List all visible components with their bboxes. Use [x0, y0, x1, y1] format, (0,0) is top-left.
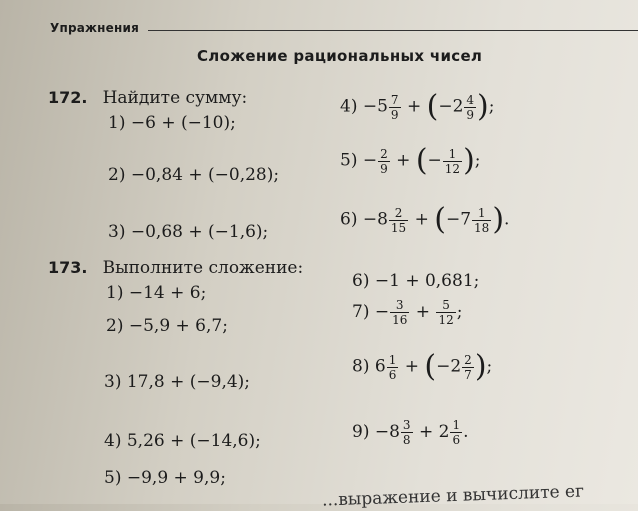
operator: +: [415, 302, 431, 322]
item-label: 7): [352, 302, 370, 322]
ex173-item-6: 6) −1 + 0,681;: [352, 271, 480, 291]
ex173-item-3: 3) 17,8 + (−9,4);: [104, 372, 251, 392]
mixed-whole: 6: [374, 356, 386, 377]
ex173-item-9: [352, 418, 469, 447]
right-paren: ): [474, 349, 487, 384]
fraction: $\frac{2}{15}$: [390, 205, 407, 235]
ex173-item-7: [352, 298, 462, 327]
ex173-item-4: 4) 5,26 + (−14,6);: [104, 431, 261, 451]
fraction: $\frac{2}{7}$: [464, 352, 472, 382]
terminator: ;: [474, 150, 481, 171]
fraction: $\frac{1}{12}$: [444, 146, 461, 176]
ex172-item-2: 2) −0,84 + (−0,28);: [108, 165, 280, 185]
left-paren: (: [415, 143, 428, 178]
exercise-172-number: 172.: [48, 88, 88, 107]
operator: +: [404, 356, 419, 377]
fraction: $\frac{1}{18}$: [474, 205, 490, 235]
right-paren: ): [492, 202, 505, 237]
fraction: $\frac{1}{6}$: [388, 352, 397, 382]
mixed-whole: −2: [438, 96, 464, 117]
mixed-whole: −8: [362, 209, 388, 230]
mixed-whole: −5: [362, 96, 388, 117]
left-paren: (: [434, 202, 446, 237]
cut-off-footer-text: ...выражение и вычислите ег: [321, 481, 585, 511]
ex172-item-4: [340, 89, 495, 124]
mixed-whole: −7: [445, 209, 472, 230]
terminator: ;: [486, 356, 493, 377]
item-label: 5): [340, 150, 358, 171]
item-label: 9): [352, 422, 370, 442]
terminator: ;: [456, 302, 463, 322]
exercise-172-title: Найдите сумму:: [102, 88, 248, 108]
operator: +: [396, 150, 411, 171]
mixed-whole: −2: [436, 356, 462, 377]
item-label: 6): [340, 209, 358, 230]
fraction: $\frac{4}{9}$: [466, 92, 475, 122]
ex173-item-1: 1) −14 + 6;: [106, 283, 207, 303]
sign: −: [427, 150, 442, 171]
ex173-item-8: [352, 349, 493, 384]
exercise-173-heading: [48, 258, 303, 278]
ex172-item-1: 1) −6 + (−10);: [108, 113, 236, 133]
fraction: $\frac{3}{16}$: [392, 298, 408, 327]
ex173-item-5: 5) −9,9 + 9,9;: [104, 468, 226, 488]
fraction: $\frac{5}{12}$: [438, 298, 454, 327]
left-paren: (: [426, 89, 439, 124]
exercise-173-number: 173.: [48, 258, 88, 277]
section-title: Сложение рациональных чисел: [197, 47, 483, 65]
left-paren: (: [424, 349, 437, 384]
right-paren: ): [463, 143, 475, 178]
exercise-172-heading: [48, 88, 247, 108]
fraction: $\frac{2}{9}$: [380, 146, 388, 176]
operator: +: [414, 209, 429, 230]
item-label: 8): [352, 356, 370, 377]
terminator: ;: [488, 96, 495, 117]
mixed-whole: −8: [374, 422, 400, 442]
fraction: $\frac{1}{6}$: [452, 418, 461, 447]
ex172-item-6: [340, 202, 510, 237]
sign: −: [374, 302, 390, 322]
sign: −: [362, 150, 378, 171]
mixed-whole: 2: [438, 422, 450, 442]
operator: +: [406, 96, 422, 117]
fraction: $\frac{7}{9}$: [390, 92, 399, 122]
header-rule: [148, 30, 638, 31]
right-paren: ): [477, 89, 489, 124]
operator: +: [418, 422, 434, 442]
exercise-173-title: Выполните сложение:: [102, 258, 304, 278]
item-label: 4): [340, 96, 358, 117]
ex173-item-2: 2) −5,9 + 6,7;: [106, 316, 228, 336]
terminator: .: [504, 209, 510, 230]
ex172-item-5: [340, 143, 481, 178]
ex172-item-3: 3) −0,68 + (−1,6);: [108, 222, 269, 242]
chapter-header-label: Упражнения: [50, 21, 140, 35]
terminator: .: [463, 422, 469, 442]
fraction: $\frac{3}{8}$: [402, 418, 411, 447]
